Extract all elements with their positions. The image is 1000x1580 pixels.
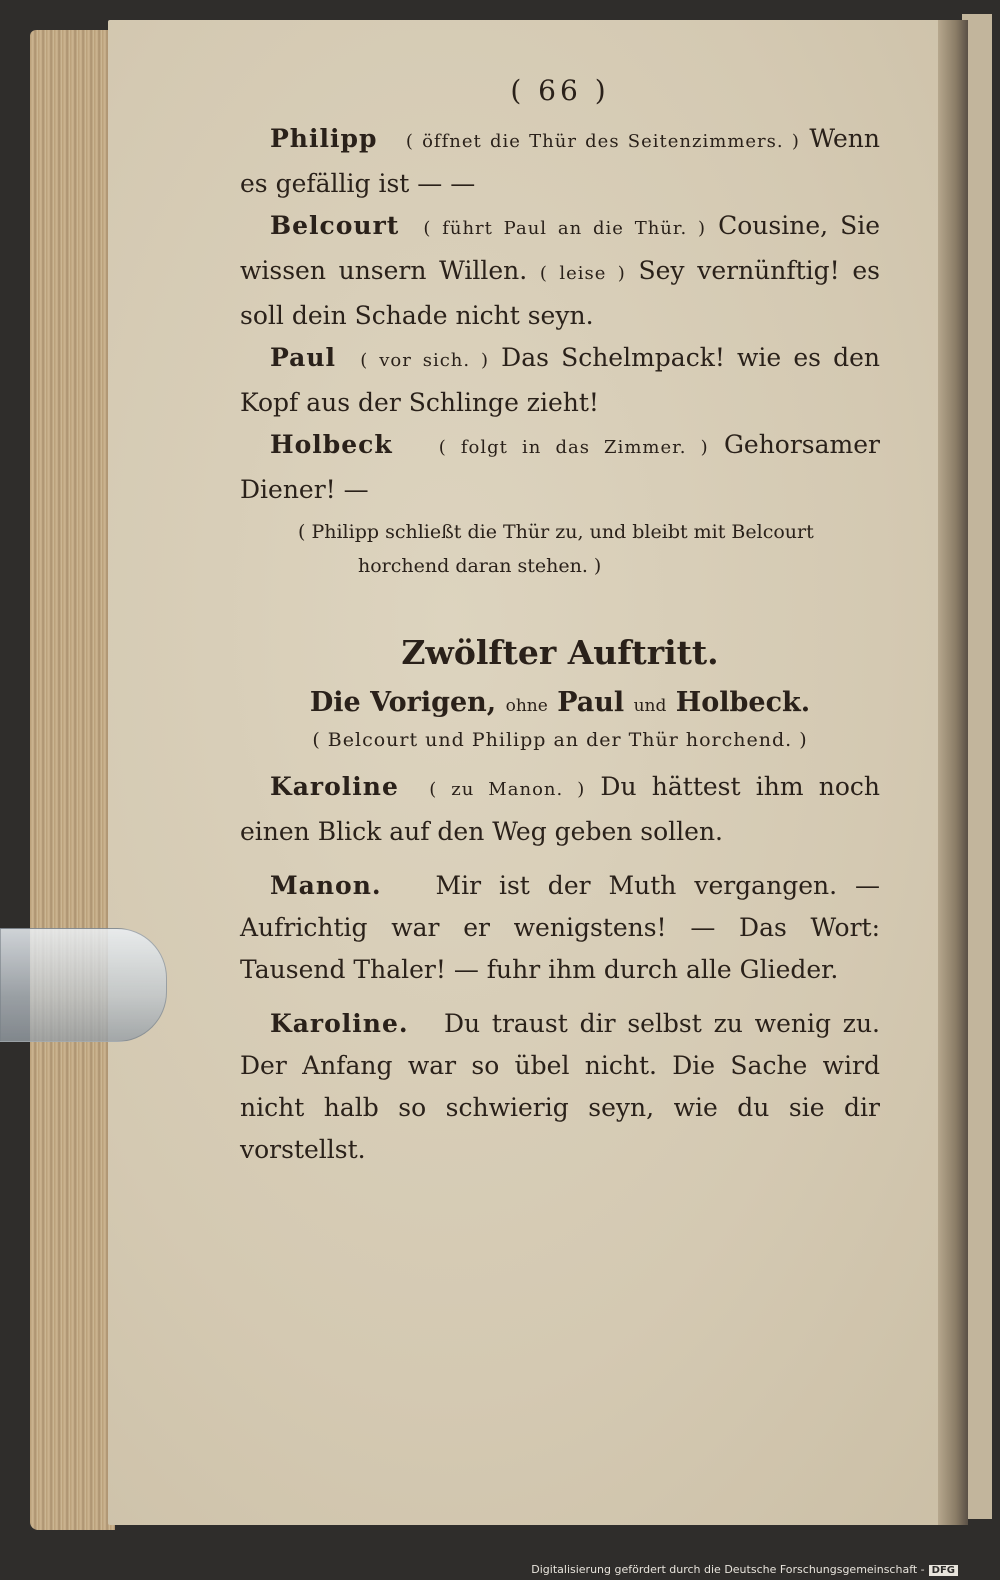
speaker-philipp: Philipp <box>270 124 378 153</box>
cast-direction: ( Belcourt und Philipp an der Thür horchend. ) <box>312 729 808 751</box>
speech-text: Du hättest ihm noch einen Blick auf den Weg geben sollen. <box>240 772 880 846</box>
stage-direction: ( führt Paul an die Thür. ) <box>423 218 707 239</box>
speech-karoline-2 <box>240 1003 880 1171</box>
cast-part: Paul <box>557 687 625 718</box>
speech-text: Sey vernünftig! es soll dein Schade nicht seyn. <box>240 256 880 330</box>
speech-philipp <box>240 118 880 205</box>
speech-text: Cousine, Sie wissen unsern Willen. <box>240 211 880 285</box>
speech-belcourt <box>240 205 880 337</box>
cast-part: Die Vorigen, <box>309 687 497 718</box>
cast-part: und <box>633 696 667 716</box>
stage-direction: ( leise ) <box>539 263 626 284</box>
stage-direction-block <box>298 515 880 583</box>
speech-text: Mir ist der Muth vergangen. — Aufrichtig war er wenigstens! — Das Wort: Tausend Thaler! — fuhr ihm durch alle Glieder. <box>240 871 880 984</box>
cast-part: ohne <box>505 696 548 716</box>
direction-line-2: horchend daran stehen. ) <box>358 555 602 577</box>
footer-credit <box>531 1563 958 1576</box>
speaker-manon: Manon. <box>270 871 382 900</box>
speech-text: Gehorsamer Diener! — <box>240 430 880 504</box>
speech-holbeck <box>240 424 880 511</box>
speech-paul <box>240 337 880 424</box>
speaker-belcourt: Belcourt <box>270 211 400 240</box>
speaker-karoline: Karoline. <box>270 1009 409 1038</box>
scene-title: Zwölfter Auftritt. <box>401 633 719 672</box>
speech-karoline <box>240 766 880 853</box>
page-text <box>240 70 880 1171</box>
page-edges <box>30 30 115 1530</box>
stage-direction: ( folgt in das Zimmer. ) <box>438 437 709 458</box>
speech-manon <box>240 865 880 991</box>
dfg-logo: DFG <box>929 1565 958 1576</box>
stage-direction: ( zu Manon. ) <box>429 779 586 800</box>
speech-text: Wenn es gefällig ist — — <box>240 124 881 198</box>
speech-text: Das Schelmpack! wie es den Kopf aus der Schlinge zieht! <box>240 343 881 417</box>
cast-part: Holbeck. <box>675 687 811 718</box>
direction-line-1: ( Philipp schließt die Thür zu, und bleibt mit Belcourt <box>298 521 814 543</box>
speaker-holbeck: Holbeck <box>270 430 393 459</box>
page-clip <box>0 928 167 1042</box>
stage-direction: ( vor sich. ) <box>360 350 490 371</box>
speaker-paul: Paul <box>270 343 336 372</box>
footer-text: Digitalisierung gefördert durch die Deutsche Forschungsgemeinschaft - <box>531 1563 925 1576</box>
speech-text: Du traust dir selbst zu wenig zu. Der Anfang war so übel nicht. Die Sache wird nicht halb so schwierig seyn, wie du sie dir vorstellst. <box>240 1009 880 1164</box>
book-gutter <box>938 20 968 1525</box>
stage-direction: ( öffnet die Thür des Seitenzimmers. ) <box>405 131 800 152</box>
cast-line <box>240 683 880 726</box>
page-number: ( 66 ) <box>510 74 610 107</box>
speaker-karoline: Karoline <box>270 772 399 801</box>
